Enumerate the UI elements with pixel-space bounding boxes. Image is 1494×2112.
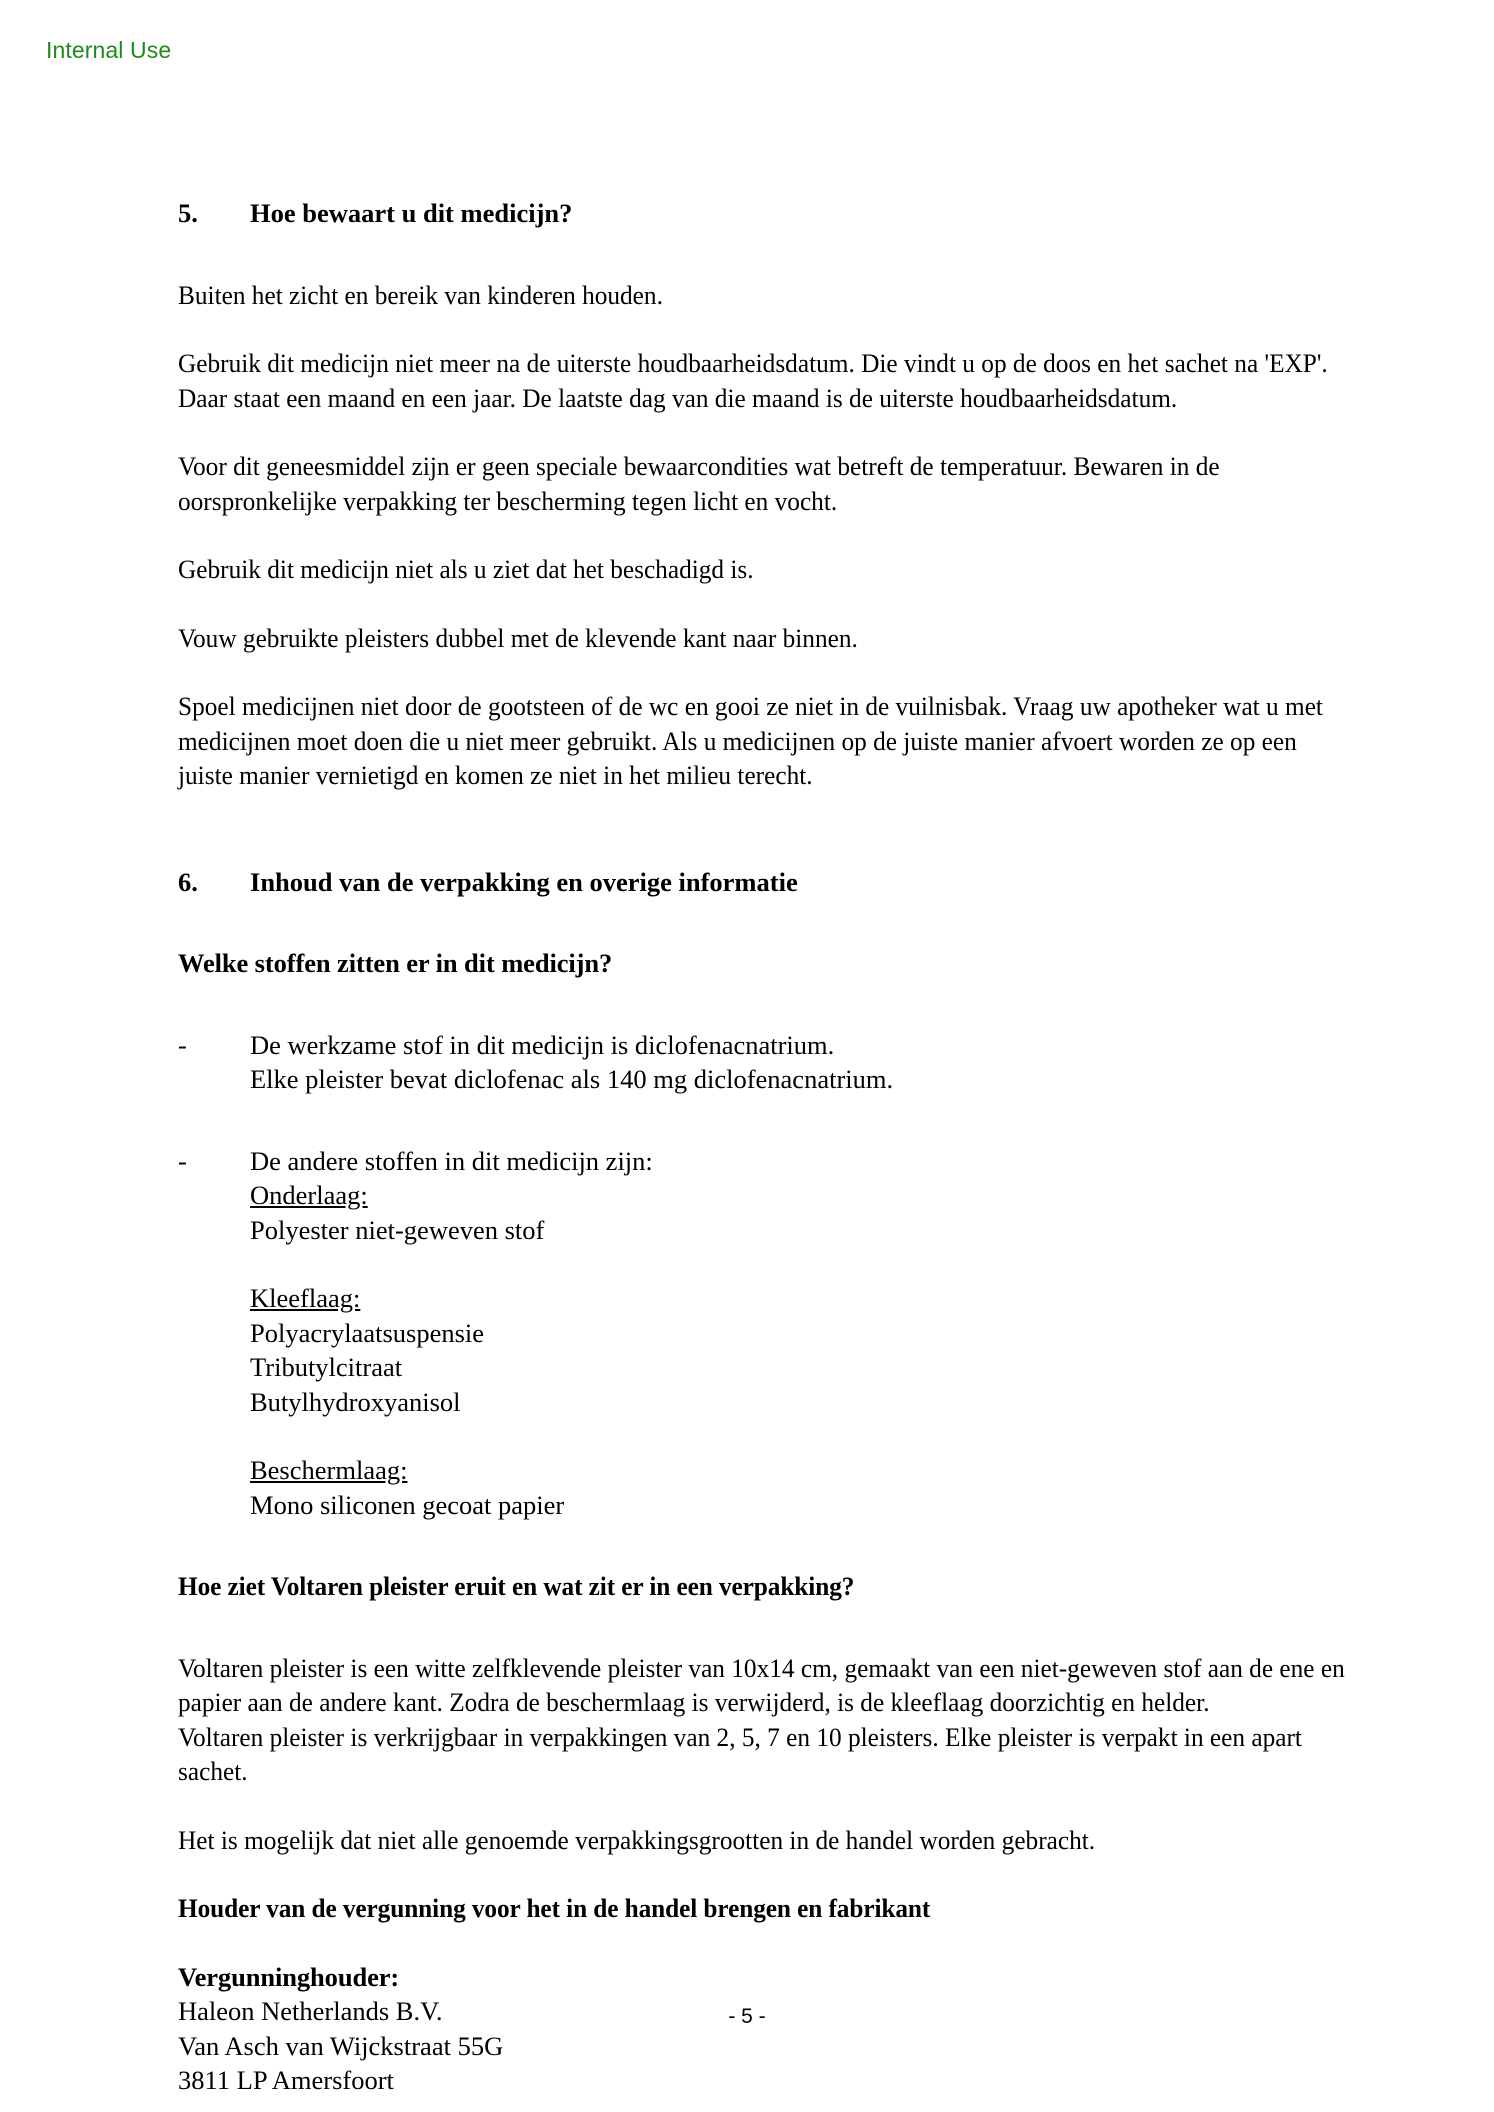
active-substance-body: [250, 1028, 1358, 1097]
bullet-dash-icon: -: [178, 1029, 187, 1060]
document-body: [178, 196, 1358, 2098]
section-6-number: 6.: [178, 866, 198, 897]
active-substance-bullet: [178, 1028, 1358, 1097]
section-5-paragraph-3: [178, 449, 1358, 518]
beschermlaag-block: [250, 1453, 1358, 1522]
availability-note-text: Het is mogelijk dat niet alle genoemde verpakkingsgrootten in de handel worden gebracht.: [178, 1824, 1096, 1855]
mah-heading-text: Houder van de vergunning voor het in de handel brengen en fabrikant: [178, 1893, 931, 1923]
section-5-paragraph-5: [178, 621, 1358, 656]
appearance-paragraph-1-text: Voltaren pleister is een witte zelfklevende pleister van 10x14 cm, gemaakt van een niet-geweven stof aan de ene en papier aan de andere kant. Zodra de beschermlaag is verwijderd, is de kleeflaag doorzichtig en helder.: [178, 1652, 1345, 1717]
section-5-paragraph-1: [178, 278, 1358, 313]
other-substances-intro: De andere stoffen in dit medicijn zijn:: [250, 1145, 653, 1176]
appearance-heading: [178, 1569, 1358, 1604]
section-5-paragraph-2: [178, 346, 1358, 415]
active-substance-line-2: Elke pleister bevat diclofenac als 140 mg diclofenacnatrium.: [250, 1064, 894, 1094]
layer-item-mono-siliconen: Mono siliconen gecoat papier: [250, 1489, 565, 1520]
section-5-paragraph-6: [178, 689, 1358, 793]
section-5-paragraph-1-text: Buiten het zicht en bereik van kinderen houden.: [178, 279, 663, 310]
section-5-paragraph-6-text: Spoel medicijnen niet door de gootsteen of de wc en gooi ze niet in de vuilnisbak. Vraag uw apotheker wat u met medicijnen moet doen die u niet meer gebruikt. Als u medicijnen op de juiste manier afvoert worden ze op een juiste manier vernietigd en komen ze niet in het milieu terecht.: [178, 691, 1323, 790]
layer-item-polyacrylaatsuspensie: Polyacrylaatsuspensie: [250, 1317, 485, 1348]
section-5-paragraph-5-text: Vouw gebruikte pleisters dubbel met de klevende kant naar binnen.: [178, 622, 858, 653]
layer-label-onderlaag: Onderlaag:: [250, 1180, 368, 1210]
appearance-paragraph-1: [178, 1651, 1358, 1720]
layer-item-polyester: Polyester niet-geweven stof: [250, 1214, 545, 1245]
layer-label-kleeflaag: Kleeflaag:: [250, 1283, 361, 1313]
kleeflaag-block: [250, 1281, 1358, 1419]
section-6-heading: [178, 865, 1358, 900]
mah-address-line-3: 3811 LP Amersfoort: [178, 2065, 394, 2095]
layer-label-beschermlaag: Beschermlaag:: [250, 1455, 408, 1485]
appearance-paragraph-2: [178, 1720, 1358, 1789]
availability-note: [178, 1823, 1358, 1858]
section-5-paragraph-2-text: Gebruik dit medicijn niet meer na de uiterste houdbaarheidsdatum. Die vindt u op de doos en het sachet na 'EXP'. Daar staat een maand en een jaar. De laatste dag van die maand is de uiterste houdbaarheidsdatum.: [178, 348, 1328, 413]
section-5-paragraph-4: [178, 552, 1358, 587]
mah-address-line-1: Haleon Netherlands B.V.: [178, 1996, 443, 2026]
layer-item-butylhydroxyanisol: Butylhydroxyanisol: [250, 1386, 461, 1417]
layer-item-tributylcitraat: Tributylcitraat: [250, 1352, 403, 1382]
bullet-dash-icon: -: [178, 1145, 187, 1176]
page-number-footer: - 5 -: [728, 2005, 766, 2028]
other-substances-bullet: [178, 1144, 1358, 1248]
other-substances-body: [250, 1144, 1358, 1248]
section-6-title: Inhoud van de verpakking en overige informatie: [250, 866, 798, 897]
appearance-paragraph-2-text: Voltaren pleister is verkrijgbaar in verpakkingen van 2, 5, 7 en 10 pleisters. Elke pleister is verpakt in een apart sachet.: [178, 1721, 1302, 1786]
mah-label: Vergunninghouder:: [178, 1961, 400, 1992]
mah-address-line-2: Van Asch van Wijckstraat 55G: [178, 2030, 504, 2061]
section-5-paragraph-4-text: Gebruik dit medicijn niet als u ziet dat het beschadigd is.: [178, 554, 754, 584]
section-5-paragraph-3-text: Voor dit geneesmiddel zijn er geen speciale bewaarcondities wat betreft de temperatuur. Bewaren in de oorspronkelijke verpakking ter bescherming tegen licht en vocht.: [178, 451, 1220, 516]
section-5-title: Hoe bewaart u dit medicijn?: [250, 198, 573, 228]
substances-heading: Welke stoffen zitten er in dit medicijn?: [178, 948, 613, 978]
section-5-number: 5.: [178, 198, 198, 228]
internal-use-watermark: Internal Use: [46, 37, 172, 63]
section-5-heading: [178, 196, 1358, 231]
appearance-heading-text: Hoe ziet Voltaren pleister eruit en wat zit er in een verpakking?: [178, 1571, 855, 1601]
active-substance-line-1: De werkzame stof in dit medicijn is diclofenacnatrium.: [250, 1029, 835, 1060]
mah-heading: [178, 1891, 1358, 1926]
